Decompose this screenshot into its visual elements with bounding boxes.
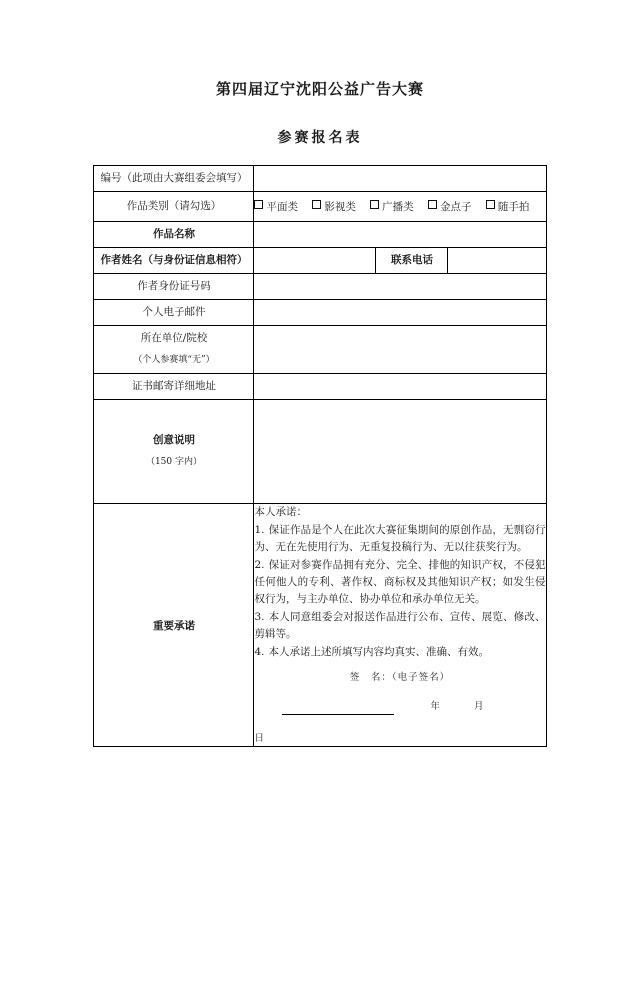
table-row-promise (94, 504, 546, 747)
promise-item (254, 522, 545, 556)
page-subtitle: 参赛报名表 (277, 130, 363, 146)
checkbox-category-snapshot[interactable] (486, 199, 530, 214)
checkbox-category-print[interactable] (254, 199, 298, 214)
checkbox-icon[interactable] (254, 200, 263, 209)
label-author-name: 作者姓名（与身份证信息相符） (94, 248, 254, 274)
label-organization-note: （个人参赛填“无”） (133, 355, 215, 366)
checkbox-category-radio[interactable] (370, 199, 414, 214)
label-contact-phone: 联系电话 (376, 248, 448, 274)
field-organization[interactable] (254, 326, 546, 374)
promise-item (254, 644, 545, 661)
field-author-name[interactable] (254, 248, 376, 274)
document-page (0, 78, 640, 983)
label-idea-text: 创意说明 (152, 434, 195, 447)
checkbox-category-film[interactable] (312, 199, 356, 214)
checkbox-icon[interactable] (312, 200, 321, 209)
label-promise: 重要承诺 (94, 504, 254, 747)
date-day-label: 日 (254, 732, 264, 744)
table-row-id-number (94, 274, 546, 300)
checkbox-category-idea[interactable] (428, 199, 472, 214)
checkbox-label: 金点子 (440, 201, 472, 213)
table-row-email (94, 300, 546, 326)
label-mail-address: 证书邮寄详细地址 (94, 374, 254, 400)
promise-intro: 本人承诺： (254, 506, 307, 518)
label-work-title: 作品名称 (94, 222, 254, 248)
label-id-number: 作者身份证号码 (94, 274, 254, 300)
field-work-title[interactable] (254, 222, 546, 248)
checkbox-label: 随手拍 (497, 201, 530, 213)
checkbox-label: 平面类 (266, 201, 298, 213)
field-idea-text[interactable] (254, 400, 546, 504)
label-idea-note: （150 字内） (145, 457, 202, 468)
checkbox-icon[interactable] (370, 200, 379, 209)
promise-item-text: 本人承诺上述所填写内容均真实、准确、有效。 (268, 646, 489, 658)
date-month-label: 月 (474, 701, 484, 713)
label-organization-text: 所在单位/院校 (140, 332, 208, 345)
label-organization (94, 326, 254, 374)
table-row-author-name (94, 248, 546, 274)
table-row-work-title (94, 222, 546, 248)
promise-content (254, 504, 546, 747)
promise-item-text: 保证对参赛作品拥有充分、完全、排他的知识产权，不侵犯任何他人的专利、著作权、商标权及其他知识产权；如发生侵权行为，与主办单位、协办单位和承办单位无关。 (254, 559, 546, 605)
promise-item-number: 3. (254, 611, 265, 623)
promise-item-number: 4. (254, 646, 265, 658)
promise-item-number: 1. (254, 524, 265, 536)
signature-input[interactable] (282, 703, 394, 715)
checkbox-icon[interactable] (486, 200, 495, 209)
table-row-mail-address (94, 374, 546, 400)
field-contact-phone[interactable] (448, 248, 546, 274)
field-category-options[interactable] (254, 192, 546, 222)
promise-item-text: 本人同意组委会对报送作品进行公布、宣传、展览、修改、剪辑等。 (254, 611, 546, 640)
table-row-serial-number (94, 166, 546, 192)
table-row-category (94, 192, 546, 222)
field-email[interactable] (254, 300, 546, 326)
signature-label: 签 名：（电子签名） (349, 672, 451, 683)
checkbox-icon[interactable] (428, 200, 437, 209)
field-serial-number[interactable] (254, 166, 546, 192)
table-row-organization (94, 326, 546, 374)
label-serial-number: 编号（此项由大赛组委会填写） (94, 166, 254, 192)
label-idea (94, 400, 254, 504)
table-row-idea (94, 400, 546, 504)
promise-item (254, 609, 545, 643)
checkbox-label: 影视类 (324, 201, 356, 213)
date-year-label: 年 (430, 701, 440, 713)
signature-date-row (254, 699, 545, 714)
label-category: 作品类别（请勾选） (94, 192, 254, 222)
promise-item-number: 2. (254, 559, 265, 571)
page-title: 第四届辽宁沈阳公益广告大赛 (215, 80, 424, 98)
promise-item-text: 保证作品是个人在此次大赛征集期间的原创作品，无剽窃行为、无在先使用行为、无重复投稿行为、无以往获奖行为。 (254, 524, 546, 553)
checkbox-label: 广播类 (382, 201, 414, 213)
promise-item (254, 557, 545, 608)
label-email: 个人电子邮件 (94, 300, 254, 326)
field-id-number[interactable] (254, 274, 546, 300)
field-mail-address[interactable] (254, 374, 546, 400)
registration-form-table (93, 165, 546, 747)
